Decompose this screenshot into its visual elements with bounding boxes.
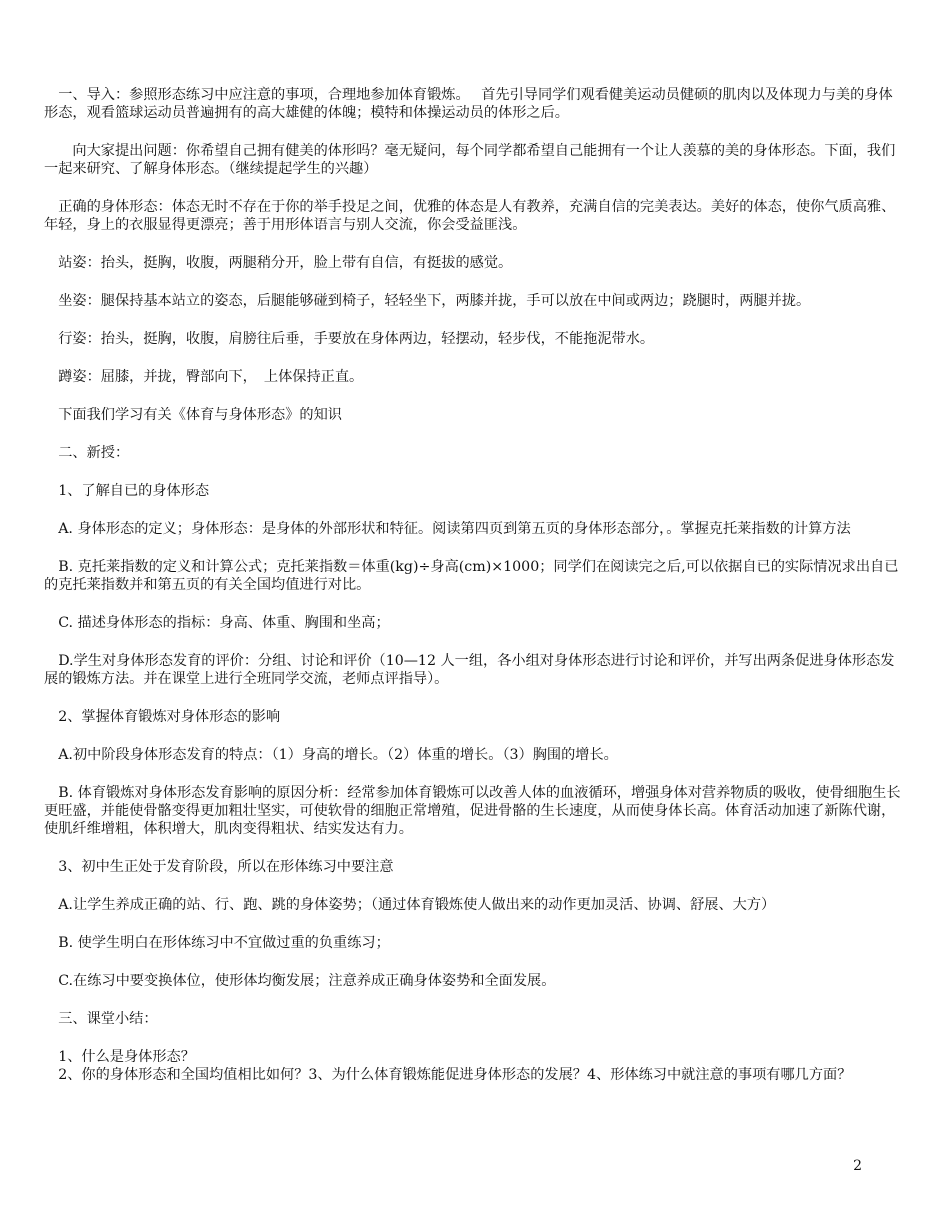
paragraph-standing: 站姿：抬头，挺胸，收腹，两腿稍分开，脸上带有自信，有挺拔的感觉。 — [44, 255, 513, 271]
paragraph-item-b: B. 克托莱指数的定义和计算公式；克托莱指数＝体重(kg)÷身高(cm)×1000；同学们在阅读完之后,可以依据自已的实际情况求出自已的克托莱指数并和第五页的有关全国均值进行对比。 — [44, 559, 899, 593]
heading-attention: 3、初中生正处于发育阶段，所以在形体练习中要注意 — [44, 859, 394, 875]
paragraph-attention-a: A.让学生养成正确的站、行、跑、跳的身体姿势；（通过体育锻炼使人做出来的动作更加灵活、协调、舒展、大方） — [44, 897, 776, 913]
paragraph-knowledge-intro: 下面我们学习有关《体育与身体形态》的知识 — [44, 407, 342, 423]
paragraph-influence-analysis: B. 体育锻炼对身体形态发育影响的原因分析：经常参加体育锻炼可以改善人体的血液循环，增强身体对营养物质的吸收，使骨细胞生长更旺盛，并能使骨骼变得更加粗壮坚实，可使软骨的细胞正常增殖，促进骨骼的生长速度，从而使身体长高。体育活动加速了新陈代谢，使肌纤维增粗，体积增大，肌肉变得粗状、结实发达有力。 — [44, 785, 901, 837]
paragraph-item-c: C. 描述身体形态的指标：身高、体重、胸围和坐高； — [44, 615, 390, 631]
paragraph-attention-c: C.在练习中要变换体位，使形体均衡发展；注意养成正确身体姿势和全面发展。 — [44, 973, 556, 989]
paragraph-squatting: 蹲姿：屈膝，并拢，臀部向下， 上体保持正直。 — [44, 369, 364, 385]
paragraph-attention-b: B. 使学生明白在形体练习中不宜做过重的负重练习； — [44, 935, 390, 951]
heading-understand-body: 1、了解自已的身体形态 — [44, 483, 210, 499]
heading-new-lesson: 二、新授： — [44, 445, 130, 461]
page-number: 2 — [853, 1158, 862, 1174]
heading-exercise-influence: 2、掌握体育锻炼对身体形态的影响 — [44, 709, 281, 725]
paragraph-item-a: A. 身体形态的定义；身体形态：是身体的外部形状和特征。阅读第四页到第五页的身体形态部分，。掌握克托莱指数的计算方法 — [44, 521, 851, 537]
summary-questions-2-4: 2、你的身体形态和全国均值相比如何？3、为什么体育锻炼能促进身体形态的发展？4、形体练习中就注意的事项有哪几方面？ — [44, 1067, 852, 1083]
paragraph-walking: 行姿：抬头，挺胸，收腹，肩膀往后垂，手要放在身体两边，轻摆动，轻步伐，不能拖泥带水。 — [44, 331, 655, 347]
paragraph-intro: 一、导入：参照形态练习中应注意的事项，合理地参加体育锻炼。 首先引导同学们观看健美运动员健硕的肌肉以及体现力与美的身体形态，观看篮球运动员普遍拥有的高大雄健的体魄；模特和体操运动员的体形之后。 — [44, 87, 893, 121]
paragraph-question: 向大家提出问题：你希望自己拥有健美的体形吗？毫无疑问，每个同学都希望自己能拥有一个让人羡慕的美的身体形态。下面，我们一起来研究、了解身体形态。（继续提起学生的兴趣） — [44, 143, 896, 177]
paragraph-correct-posture: 正确的身体形态：体态无时不存在于你的举手投足之间，优雅的体态是人有教养，充满自信的完美表达。美好的体态，使你气质高雅、年轻，身上的衣服显得更漂亮；善于用形体语言与别人交流，你会受益匪浅。 — [44, 199, 896, 233]
summary-question-1: 1、什么是身体形态？ — [44, 1049, 195, 1065]
paragraph-development-features: A.初中阶段身体形态发育的特点：（1）身高的增长。（2）体重的增长。（3）胸围的增长。 — [44, 747, 618, 763]
heading-summary: 三、课堂小结： — [44, 1011, 158, 1027]
paragraph-item-d: D.学生对身体形态发育的评价：分组、讨论和评价（10—12 人一组，各小组对身体形态进行讨论和评价，并写出两条促进身体形态发展的锻炼方法。并在课堂上进行全班同学交流，老师点评指导）。 — [44, 653, 895, 687]
paragraph-sitting: 坐姿：腿保持基本站立的姿态，后腿能够碰到椅子，轻轻坐下，两膝并拢，手可以放在中间或两边；跷腿时，两腿并拢。 — [44, 293, 811, 309]
